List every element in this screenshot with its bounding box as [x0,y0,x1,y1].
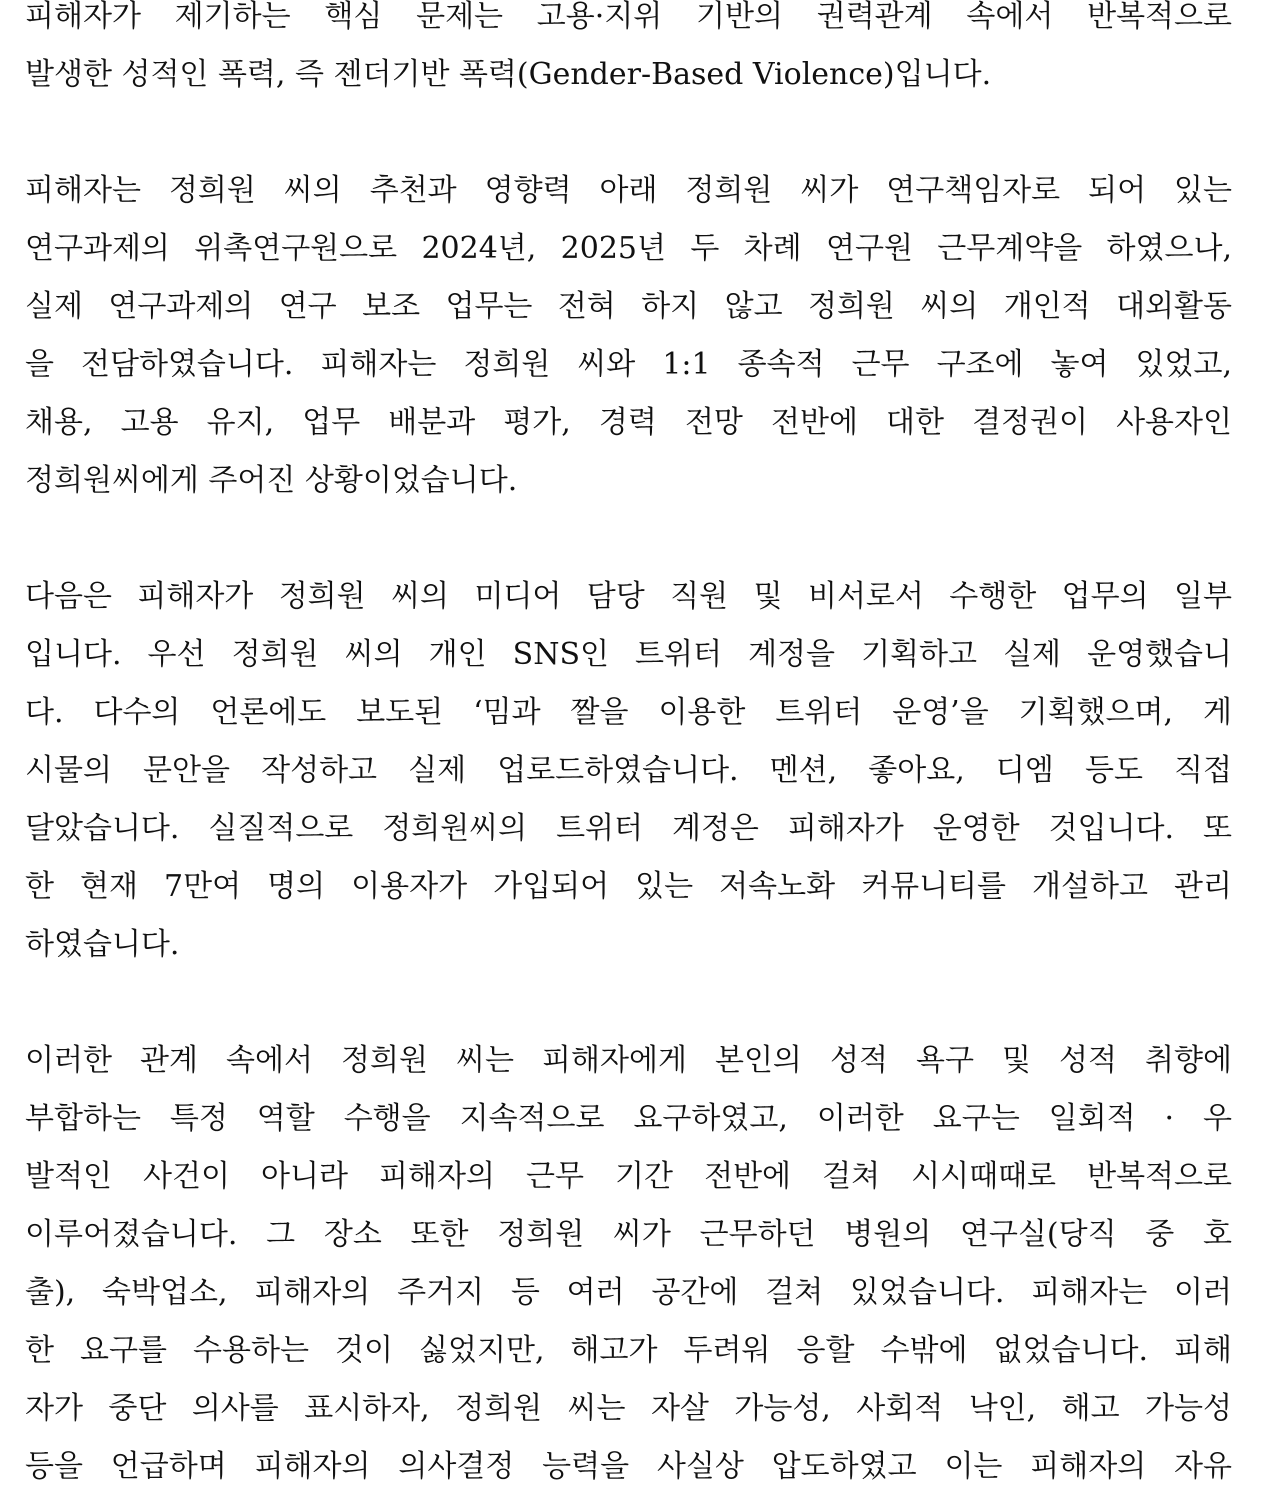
paragraph-4-line-6: 한 요구를 수용하는 것이 싫었지만, 해고가 두려워 응할 수밖에 없었습니다. 피해 [25,1333,1232,1368]
paragraph-4-line-5: 출), 숙박업소, 피해자의 주거지 등 여러 공간에 걸쳐 있었습니다. 피해자는 이러 [25,1275,1232,1310]
paragraph-3-line-4: 시물의 문안을 작성하고 실제 업로드하였습니다. 멘션, 좋아요, 디엠 등도 직접 [25,753,1233,788]
paragraph-2-line-5: 채용, 고용 유지, 업무 배분과 평가, 경력 전망 전반에 대한 결정권이 사용자인 [25,405,1232,440]
paragraph-4-line-7: 자가 중단 의사를 표시하자, 정희원 씨는 자살 가능성, 사회적 낙인, 해고 가능성 [25,1391,1232,1426]
paragraph-2-line-1: 피해자는 정희원 씨의 추천과 영향력 아래 정희원 씨가 연구책임자로 되어 있는 [25,173,1232,208]
paragraph-3-line-1: 다음은 피해자가 정희원 씨의 미디어 담당 직원 및 비서로서 수행한 업무의 일부 [25,579,1232,614]
paragraph-1-line-1: 피해자가 제기하는 핵심 문제는 고용·지위 기반의 권력관계 속에서 반복적으로 [25,0,1232,34]
paragraph-4-line-4: 이루어졌습니다. 그 장소 또한 정희원 씨가 근무하던 병원의 연구실(당직 중 호 [25,1217,1232,1252]
paragraph-4-line-2: 부합하는 특정 역할 수행을 지속적으로 요구하였고, 이러한 요구는 일회적 · 우 [25,1101,1233,1136]
paragraph-3-line-3: 다. 다수의 언론에도 보도된 ‘밈과 짤을 이용한 트위터 운영’을 기획했으며, 게 [25,695,1232,730]
paragraph-4-line-1: 이러한 관계 속에서 정희원 씨는 피해자에게 본인의 성적 욕구 및 성적 취향에 [25,1043,1232,1078]
paragraph-3-line-7: 하였습니다. [25,927,180,962]
paragraph-3-line-6: 한 현재 7만여 명의 이용자가 가입되어 있는 저속노화 커뮤니티를 개설하고 관리 [25,869,1232,904]
paragraph-2-line-4: 을 전담하였습니다. 피해자는 정희원 씨와 1:1 종속적 근무 구조에 놓여 있었고, [25,347,1232,382]
paragraph-2-line-2: 연구과제의 위촉연구원으로 2024년, 2025년 두 차례 연구원 근무계약을 하였으나, [25,231,1232,266]
paragraph-3-line-5: 달았습니다. 실질적으로 정희원씨의 트위터 계정은 피해자가 운영한 것입니다. 또 [25,811,1232,846]
paragraph-1-line-2: 발생한 성적인 폭력, 즉 젠더기반 폭력(Gender-Based Violence)입니다. [25,57,992,92]
paragraph-3-line-2: 입니다. 우선 정희원 씨의 개인 SNS인 트위터 계정을 기획하고 실제 운영했습니 [25,637,1232,672]
paragraph-2-line-6: 정희원씨에게 주어진 상황이었습니다. [25,463,518,498]
paragraph-2-line-3: 실제 연구과제의 연구 보조 업무는 전혀 하지 않고 정희원 씨의 개인적 대외활동 [25,289,1232,324]
paragraph-4-line-3: 발적인 사건이 아니라 피해자의 근무 기간 전반에 걸쳐 시시때때로 반복적으로 [25,1159,1232,1194]
paragraph-4-line-8: 등을 언급하며 피해자의 의사결정 능력을 사실상 압도하였고 이는 피해자의 자유 [25,1449,1232,1484]
